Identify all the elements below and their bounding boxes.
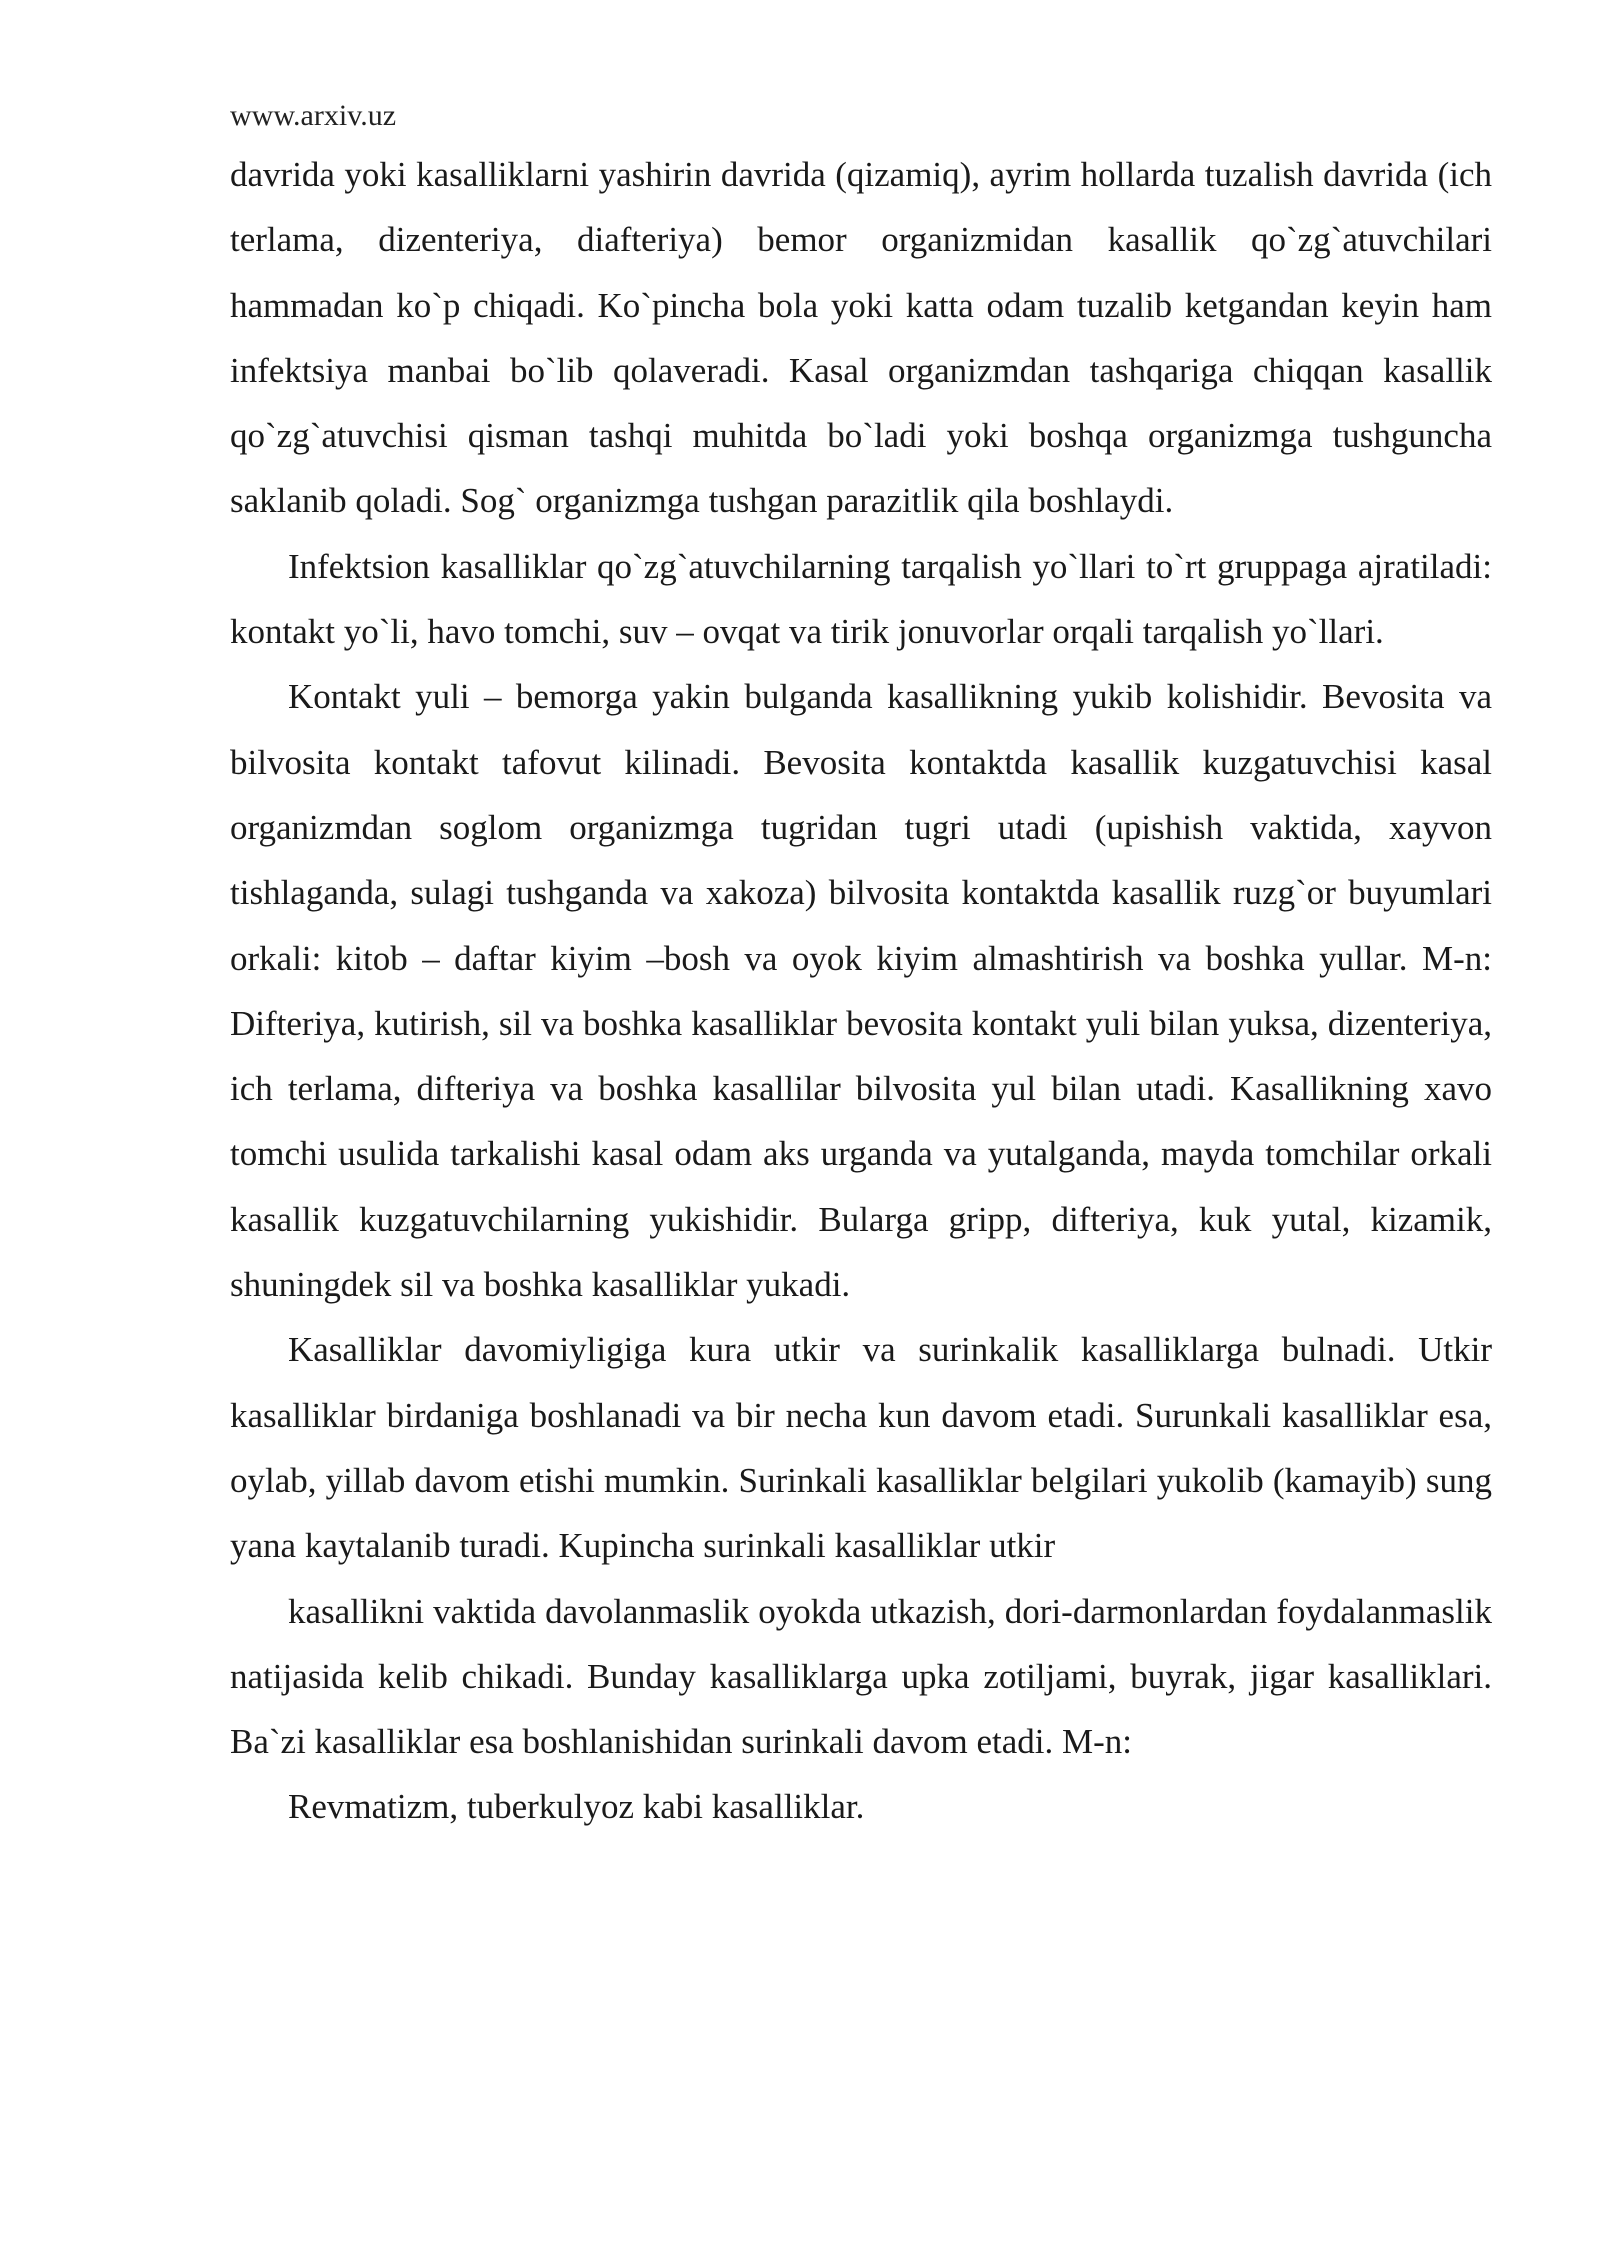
paragraph-4: Kasalliklar davomiyligiga kura utkir va surinkalik kasalliklarga bulnadi. Utkir kasalliklar birdaniga boshlanadi va bir necha kun davom etadi. Surunkali kasalliklar esa, oylab, yillab davom etishi mumkin. Surinkali kasalliklar belgilari yukolib (kamayib) sung yana kaytalanib turadi. Kupincha surinkali kasalliklar utkir bbox=[230, 1330, 1492, 1566]
paragraph-3: Kontakt yuli – bemorga yakin bulganda kasallikning yukib kolishidir. Bevosita va bilvosita kontakt tafovut kilinadi. Bevosita kontaktda kasallik kuzgatuvchisi kasal organizmdan soglom organizmga tugridan tugri utadi (upishish vaktida, xayvon tishlaganda, sulagi tushganda va xakoza) bilvosita kontaktda kasallik ruzg`or buyumlari orkali: kitob – daftar kiyim –bosh va oyok kiyim almashtirish va boshka yullar. M-n: Difteriya, kutirish, sil va boshka kasalliklar bevosita kontakt yuli bilan yuksa, dizenteriya, ich terlama, difteriya va boshka kasallilar bilvosita yul bilan utadi. Kasallikning xavo tomchi usulida tarkalishi kasal odam aks urganda va yutalganda, mayda tomchilar orkali kasallik kuzgatuvchilarning yukishidir. Bularga gripp, difteriya, kuk yutal, kizamik, shuningdek sil va boshka kasalliklar yukadi. bbox=[230, 677, 1492, 1305]
site-header: www.arxiv.uz bbox=[230, 99, 397, 132]
paragraph-6: Revmatizm, tuberkulyoz kabi kasalliklar. bbox=[288, 1787, 865, 1827]
document-page bbox=[230, 96, 1492, 1840]
paragraph-1: davrida yoki kasalliklarni yashirin davrida (qizamiq), ayrim hollarda tuzalish davrida (ich terlama, dizenteriya, diafteriya) bemor organizmidan kasallik qo`zg`atuvchilari hammadan ko`p chiqadi. Ko`pincha bola yoki katta odam tuzalib ketgandan keyin ham infektsiya manbai bo`lib qolaveradi. Kasal organizmdan tashqariga chiqqan kasallik qo`zg`atuvchisi qisman tashqi muhitda bo`ladi yoki boshqa organizmga tushguncha saklanib qoladi. Sog` organizmga tushgan parazitlik qila boshlaydi. bbox=[230, 155, 1492, 521]
paragraph-2: Infektsion kasalliklar qo`zg`atuvchilarning tarqalish yo`llari to`rt gruppaga ajratiladi: kontakt yo`li, havo tomchi, suv – ovqat va tirik jonuvorlar orqali tarqalish yo`llari. bbox=[230, 546, 1492, 652]
paragraph-5: kasallikni vaktida davolanmaslik oyokda utkazish, dori-darmonlardan foydalanmaslik natijasida kelib chikadi. Bunday kasalliklarga upka zotiljami, buyrak, jigar kasalliklari. Ba`zi kasalliklar esa boshlanishidan surinkali davom etadi. M-n: bbox=[230, 1591, 1492, 1762]
